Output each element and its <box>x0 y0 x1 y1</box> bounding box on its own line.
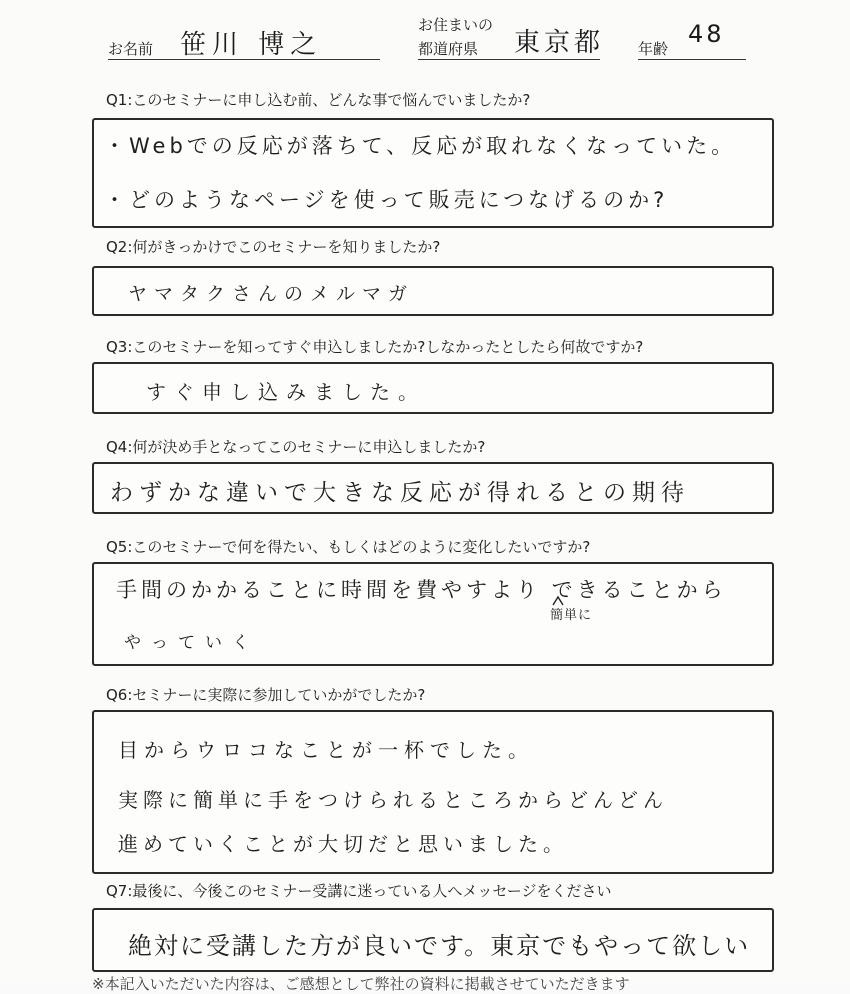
answer-5-inserted-note: 簡単に <box>550 608 593 623</box>
name-underline <box>108 59 380 60</box>
question-6: Q6:セミナーに実際に参加していかがでしたか? <box>106 686 426 704</box>
age-underline <box>638 59 746 60</box>
answer-box-3 <box>92 362 774 414</box>
age-label: 年齢 <box>638 40 669 58</box>
answer-3-line-1: すぐ申し込みました。 <box>146 380 426 404</box>
footer-note-partial <box>92 972 774 993</box>
answer-box-6 <box>92 710 774 874</box>
answer-5-line-2: やっていく <box>124 633 259 653</box>
question-3: Q3:このセミナーを知ってすぐ申込しましたか?しなかったとしたら何故ですか? <box>106 338 644 356</box>
answer-box-5 <box>92 562 774 666</box>
question-5: Q5:このセミナーで何を得たい、もしくはどのように変化したいですか? <box>106 538 591 556</box>
question-7: Q7:最後に、今後このセミナー受講に迷っている人へメッセージをください <box>106 882 612 900</box>
answer-box-2 <box>92 266 774 316</box>
answer-1-line-1: ・Webでの反応が落ちて、反応が取れなくなっていた。 <box>104 134 737 158</box>
answer-box-4 <box>92 462 774 514</box>
age-value: 48 <box>688 20 725 48</box>
question-2: Q2:何がきっかけでこのセミナーを知りましたか? <box>106 238 441 256</box>
question-4: Q4:何が決め手となってこのセミナーに申込しましたか? <box>106 438 486 456</box>
answer-6-line-3: 進めていくことが大切だと思いました。 <box>118 832 568 856</box>
answer-2-line-1: ヤマタクさんのメルマガ <box>128 283 415 305</box>
answer-5-line-1: 手間のかかることに時間を費やすより できることから <box>116 578 727 602</box>
address-value: 東京都 <box>514 28 605 58</box>
answer-4-line-1: わずかな違いで大きな反応が得れるとの期待 <box>110 480 690 506</box>
answer-1-line-2: ・どのようなページを使って販売につなげるのか? <box>104 188 669 212</box>
answer-7-line-1: 絶対に受講した方が良いです。東京でもやって欲しい <box>128 932 751 960</box>
address-label-line1: お住まいの <box>418 16 494 34</box>
question-1: Q1:このセミナーに申し込む前、どんな事で悩んでいましたか? <box>106 91 531 109</box>
name-value: 笹川 博之 <box>180 30 323 60</box>
footer-note-text: ※本記入いただいた内容は、ご感想として弊社の資料に掲載させていただきます <box>92 975 630 993</box>
name-label: お名前 <box>108 40 154 58</box>
answer-box-1 <box>92 118 774 228</box>
address-underline <box>418 59 600 60</box>
answer-6-line-2: 実際に簡単に手をつけられるところからどんどん <box>118 788 668 812</box>
address-label-line2: 都道府県 <box>418 40 479 58</box>
answer-box-7 <box>92 908 774 972</box>
answer-6-line-1: 目からウロコなことが一杯でした。 <box>118 738 534 762</box>
